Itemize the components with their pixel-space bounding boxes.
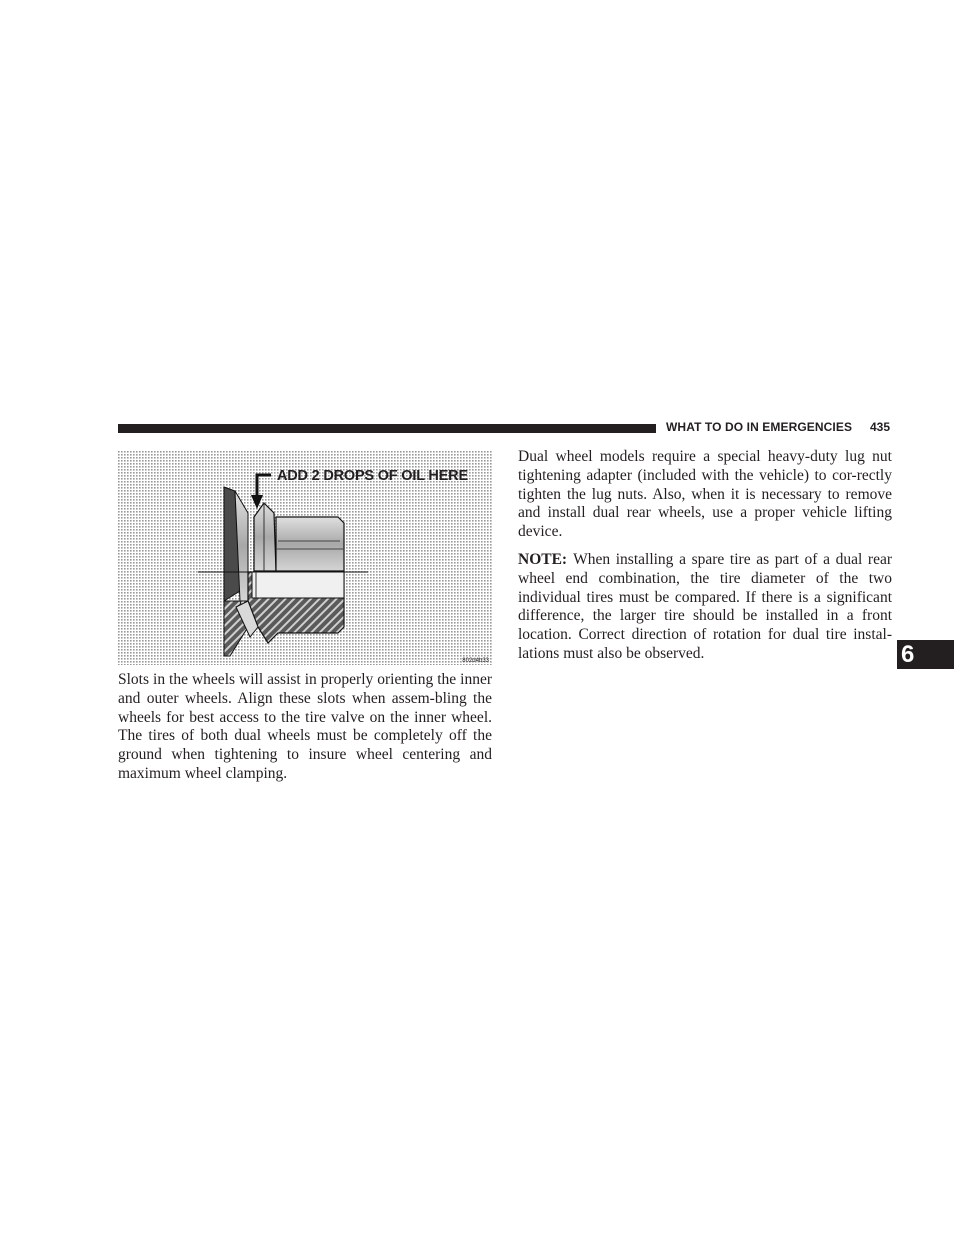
left-body-paragraph: Slots in the wheels will assist in properly orienting the inner and outer wheels. Align these slots when assem-bling the wheels for best access to the tire valve on the inner wheel. The tires of both dual wheels must be completely off the ground when tightening to insure wheel centering and maximum wheel clamping. (118, 671, 492, 782)
section-title: WHAT TO DO IN EMERGENCIES (666, 420, 853, 434)
page-number: 435 (870, 420, 891, 434)
figure-callout-label: ADD 2 DROPS OF OIL HERE (277, 468, 468, 484)
lug-nut-figure (118, 451, 492, 665)
note-label: NOTE: (518, 551, 568, 568)
note-paragraph (518, 551, 892, 664)
header-rule (118, 424, 656, 433)
note-text: When installing a spare tire as part of a dual rear wheel end combination, the tire diameter of the two individual tires must be compared. If there is a significant difference, the larger tire should be installed in a front location. Correct direction of rotation for dual tire instal-lations must also be observed. (518, 551, 892, 662)
chapter-number: 6 (901, 641, 915, 668)
chapter-tab (897, 640, 954, 669)
right-body-paragraph: Dual wheel models require a special heavy-duty lug nut tightening adapter (included with the vehicle) to cor-rectly tighten the lug nuts. Also, when it is necessary to remove and install dual rear wheels, use a proper vehicle lifting device. (518, 448, 892, 541)
figure-image-code: 802d4b33 (462, 658, 489, 664)
